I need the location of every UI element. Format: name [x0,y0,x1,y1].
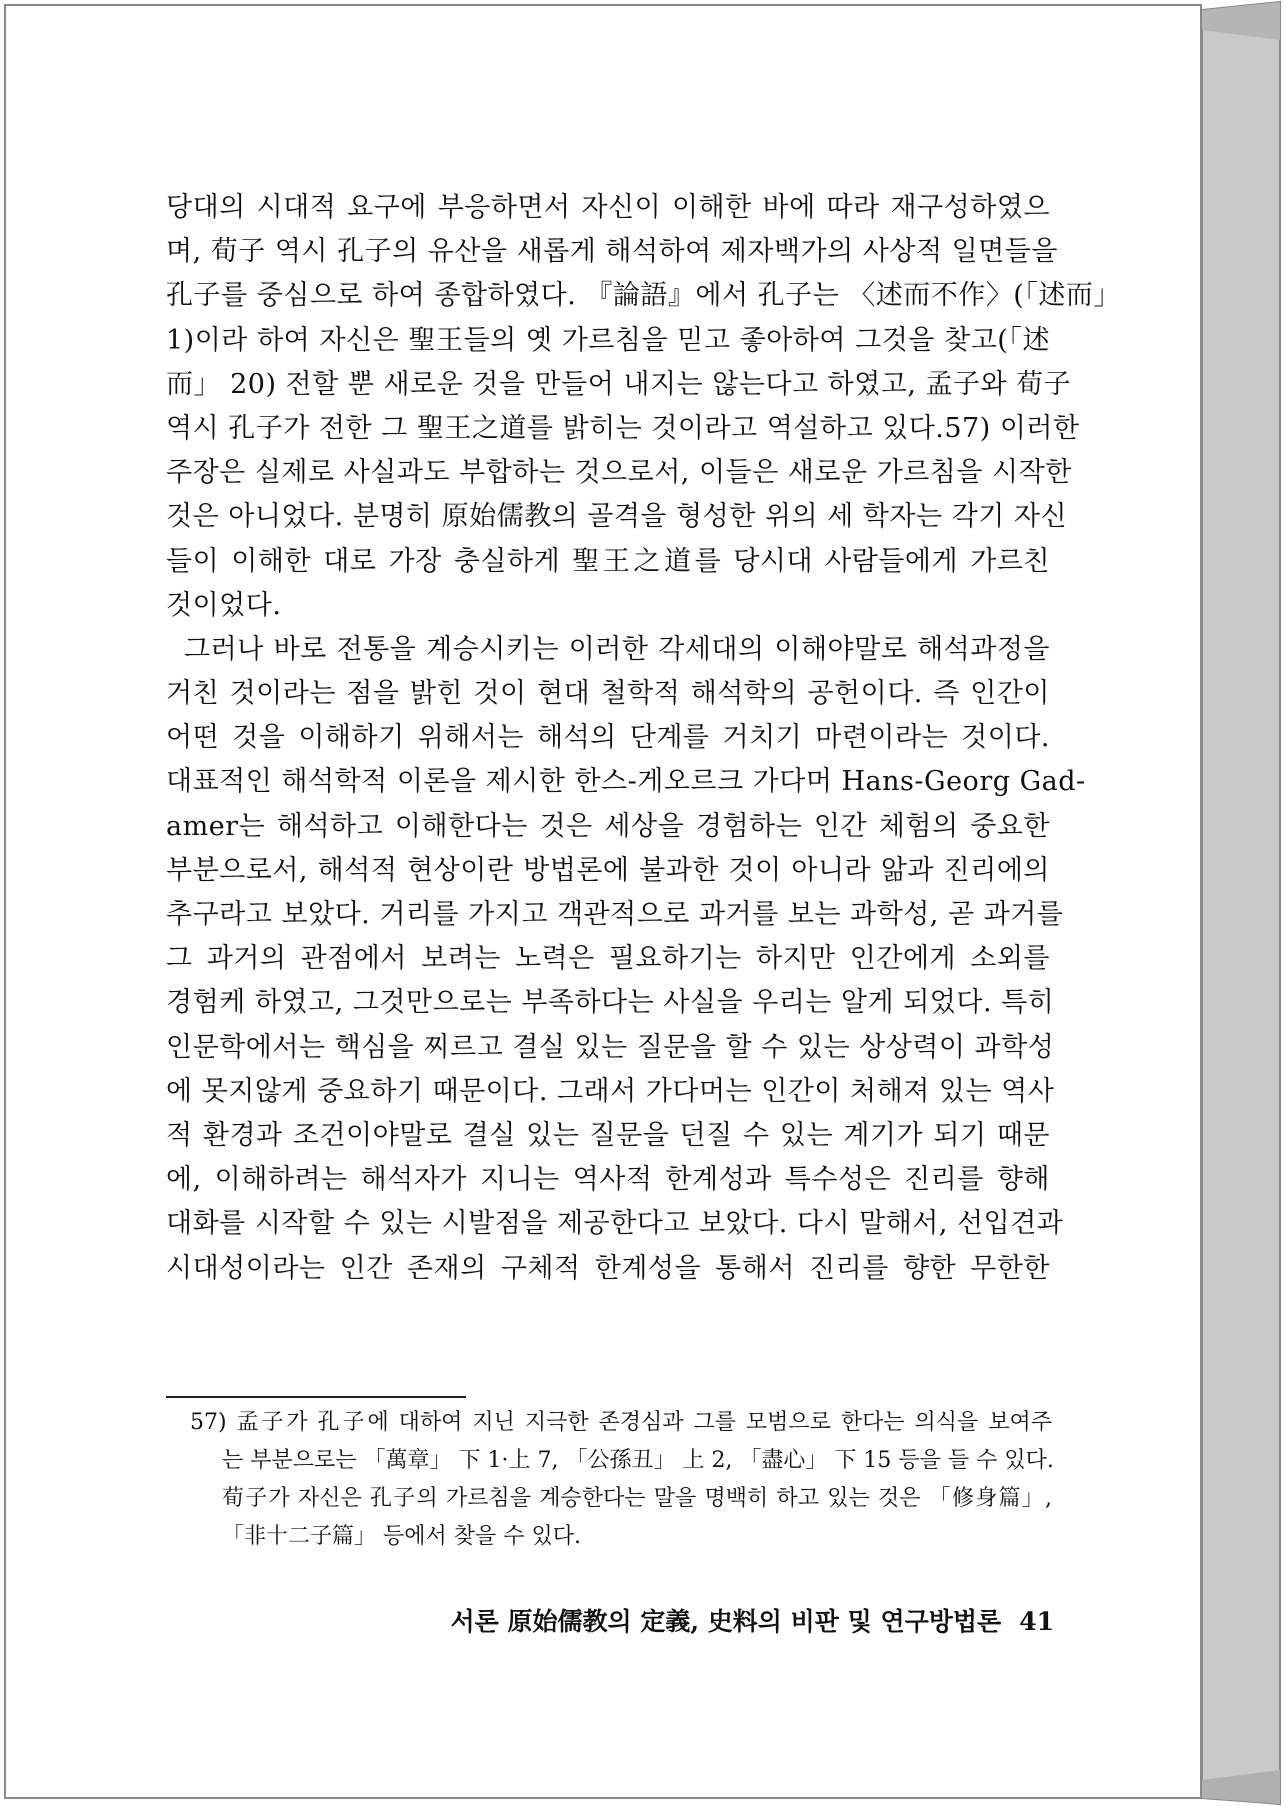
body-line: amer는 해석하고 이해한다는 것은 세상을 경험하는 인간 체험의 중요한 [166,810,1050,842]
body-line: 그러나 바로 전통을 계승시키는 이러한 각세대의 이해야말로 해석과정을 [184,633,1050,665]
body-line: 인문학에서는 핵심을 찌르고 결실 있는 질문을 할 수 있는 상상력이 과학성 [166,1031,1055,1063]
body-line: 孔子를 중심으로 하여 종합하였다. 『論語』에서 孔子는 〈述而不作〉(「述而」 [166,280,1121,312]
body-line: 거친 것이라는 점을 밝힌 것이 현대 철학적 해석학의 공헌이다. 즉 인간이 [166,678,1050,710]
body-line: 시대성이라는 인간 존재의 구체적 한계성을 통해서 진리를 향한 무한한 [166,1252,1050,1284]
body-line: 경험케 하였고, 그것만으로는 부족하다는 사실을 우리는 알게 되었다. 특히 [166,987,1055,1019]
body-line: 적 환경과 조건이야말로 결실 있는 질문을 던질 수 있는 계기가 되기 때문 [166,1119,1050,1151]
page-number: 41 [1019,1607,1054,1636]
body-line: 부분으로서, 해석적 현상이란 방법론에 불과한 것이 아니라 앎과 진리에의 [166,854,1050,886]
body-line: 대화를 시작할 수 있는 시발점을 제공한다고 보았다. 다시 말해서, 선입견과 [166,1208,1064,1240]
body-line: 에, 이해하려는 해석자가 지니는 역사적 한계성과 특수성은 진리를 향해 [166,1164,1050,1196]
body-line: 추구라고 보았다. 거리를 가지고 객관적으로 과거를 보는 과학성, 곧 과거를 [166,899,1064,930]
running-footer [414,1602,1054,1638]
page-edge-shadow [1202,0,1282,1806]
footnote-divider [166,1396,466,1398]
body-line: 당대의 시대적 요구에 부응하면서 자신이 이해한 바에 따라 재구성하였으 [166,192,1050,223]
footnote-line: 「非十二子篇」 등에서 찾을 수 있다. [222,1524,581,1549]
footnote-line: 57) 孟子가 孔子에 대하여 지닌 지극한 존경심과 그를 모범으로 한다는 의식을 보여주 [190,1410,1052,1435]
body-line: 而」 20) 전할 뿐 새로운 것을 만들어 내지는 않는다고 하였고, 孟子와 荀子 [166,368,1072,400]
body-line: 역시 孔子가 전한 그 聖王之道를 밝히는 것이라고 역설하고 있다.57) 이러한 [166,412,1080,444]
body-text [166,186,1121,1291]
body-line: 것은 아니었다. 분명히 原始儒教의 골격을 형성한 위의 세 학자는 각기 자신 [166,501,1068,533]
body-line: 며, 荀子 역시 孔子의 유산을 새롭게 해석하여 제자백가의 사상적 일면들을 [166,236,1058,268]
body-line: 에 못지않게 중요하기 때문이다. 그래서 가다머는 인간이 처해져 있는 역사 [166,1075,1055,1107]
running-title: 서론 原始儒教의 定義, 史料의 비판 및 연구방법론 [450,1607,1002,1636]
body-line: 들이 이해한 대로 가장 충실하게 聖王之道를 당시대 사람들에게 가르친 [166,545,1050,577]
footnote-line: 는 부분으로는 「萬章」 下 1·上 7, 「公孫丑」 上 2, 「盡心」 下 15 등을 들 수 있다. [222,1448,1054,1473]
footnote-block [190,1404,1052,1556]
body-line: 어떤 것을 이해하기 위해서는 해석의 단계를 거치기 마련이라는 것이다. [166,722,1050,754]
body-line: 대표적인 해석학적 이론을 제시한 한스-게오르크 가다머 Hans-Georg Gad- [166,766,1086,798]
body-line: 것이었다. [166,589,282,621]
body-line: 그 과거의 관점에서 보려는 노력은 필요하기는 하지만 인간에게 소외를 [166,943,1050,975]
body-line: 주장은 실제로 사실과도 부합하는 것으로서, 이들은 새로운 가르침을 시작한 [166,457,1072,489]
footnote-line: 荀子가 자신은 孔子의 가르침을 계승한다는 말을 명백히 하고 있는 것은 「修身篇」, [222,1486,1052,1511]
body-line: 1)이라 하여 자신은 聖王들의 옛 가르침을 믿고 좋아하여 그것을 찾고(「述 [166,324,1050,356]
